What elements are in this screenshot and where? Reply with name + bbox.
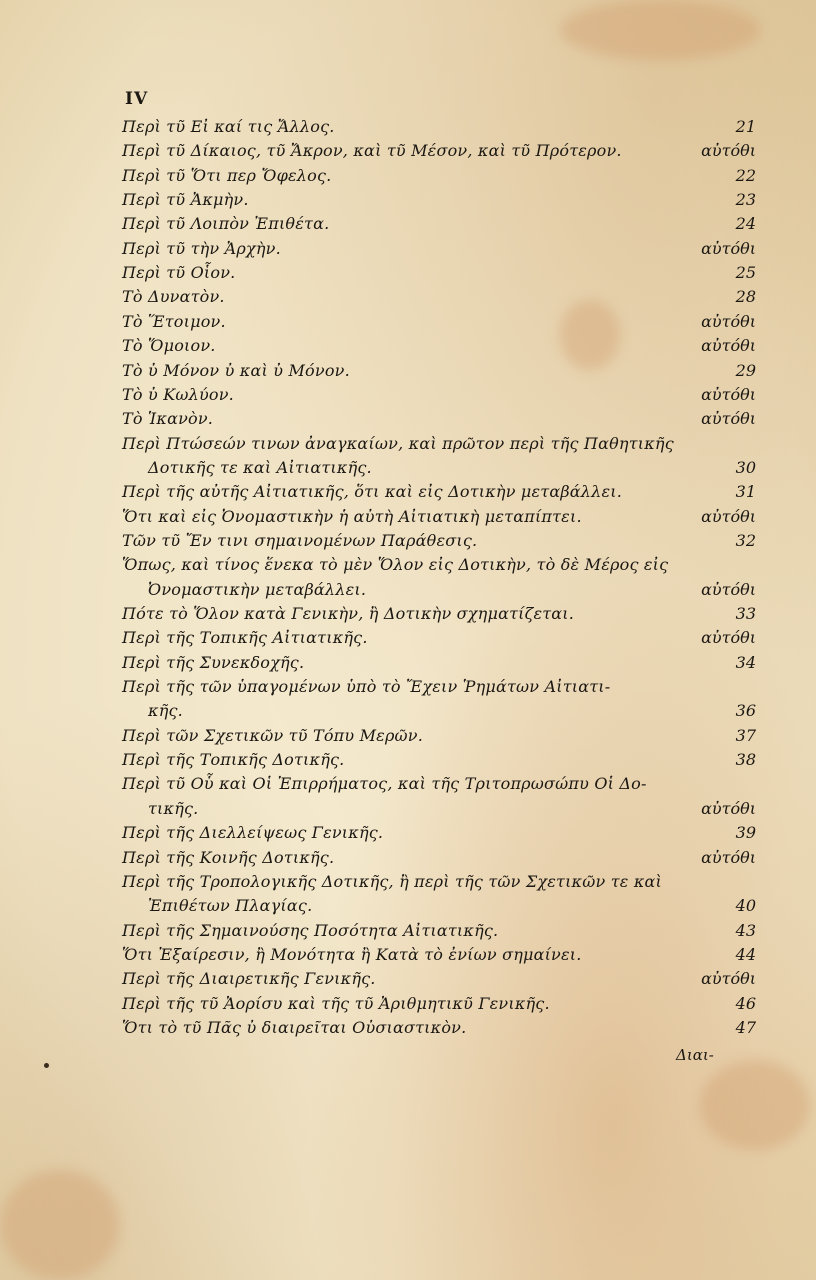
toc-entry-page: 31 xyxy=(735,482,756,502)
toc-entry-title: Πότε τὸ Ὅλον κατὰ Γενικὴν, ἢ Δοτικὴν σχηματίζεται. xyxy=(122,604,575,623)
toc-entry-page: αὐτόθι xyxy=(701,798,756,818)
toc-entry xyxy=(0,993,816,1015)
toc-entry xyxy=(0,725,816,747)
toc-entry-title: Ὅτι Ἐξαίρεσιν, ἢ Μονότητα ἢ Κατὰ τὸ ἐνίων σημαίνει. xyxy=(122,944,582,964)
toc-entry xyxy=(0,652,816,674)
toc-entry-title: Περὶ τῦ Εἰ καί τις Ἄλλος. xyxy=(122,117,335,136)
toc-entry-title: Τὸ Ὅμοιον. xyxy=(122,336,216,356)
toc-entry xyxy=(0,773,816,795)
ink-spot xyxy=(44,1063,49,1068)
toc-entry-title: Περὶ τῆς Συνεκδοχῆς. xyxy=(122,652,305,672)
toc-entry-page: 33 xyxy=(735,604,756,623)
toc-entry xyxy=(0,700,816,722)
toc-entry xyxy=(0,384,816,406)
toc-entry-page: 37 xyxy=(735,725,756,745)
toc-entry-title: Περὶ τῆς Τοπικῆς Δοτικῆς. xyxy=(122,750,345,770)
toc-entry xyxy=(0,749,816,771)
toc-entry-title: Περὶ τῦ Ἀκμὴν. xyxy=(122,190,249,210)
toc-entry-title: κῆς. xyxy=(148,701,183,721)
toc-entry-title: Περὶ τῆς Σημαινούσης Ποσότητα Αἰτιατικῆς. xyxy=(122,920,499,940)
toc-entry-title: Τὸ Ἕτοιμον. xyxy=(122,311,226,331)
toc-entry-page: αὐτόθι xyxy=(701,238,756,258)
toc-entry xyxy=(0,895,816,917)
toc-entry xyxy=(0,311,816,333)
toc-entry-page: 34 xyxy=(735,652,756,672)
toc-entry xyxy=(0,506,816,528)
toc-entry xyxy=(0,213,816,235)
toc-entry-title: Περὶ τῆς τῦ Ἀορίσυ καὶ τῆς τῦ Ἀριθμητικῦ Γενικῆς. xyxy=(122,993,550,1013)
toc-entry-page: αὐτόθι xyxy=(701,579,756,599)
toc-entry-page: αὐτόθι xyxy=(701,336,756,356)
toc-entry-title: Περὶ τῆς αὐτῆς Αἰτιατικῆς, ὅτι καὶ εἰς Δοτικὴν μεταβάλλει. xyxy=(122,482,623,502)
toc-entry-page: 28 xyxy=(735,287,756,307)
toc-entry xyxy=(0,847,816,869)
toc-entry-title: Ὅπως, καὶ τίνος ἕνεκα τὸ μὲν Ὅλον εἰς Δοτικὴν, τὸ δὲ Μέρος εἰς xyxy=(122,555,669,575)
toc-entry xyxy=(0,944,816,966)
toc-entry-title: Ὅτι τὸ τῦ Πᾶς ὐ διαιρεῖται Οὐσιαστικὸν. xyxy=(122,1017,467,1037)
toc-entry-title: τικῆς. xyxy=(148,798,199,818)
toc-entry-title: Δοτικῆς τε καὶ Αἰτιατικῆς. xyxy=(148,457,372,477)
toc-entry-title: Περὶ τῆς Τοπικῆς Αἰτιατικῆς. xyxy=(122,628,368,648)
toc-entry xyxy=(0,433,816,455)
toc-entry-title: Περὶ τῦ Οἷον. xyxy=(122,263,236,283)
toc-entry xyxy=(0,920,816,942)
toc-entry-title: Τὸ Δυνατὸν. xyxy=(122,287,225,307)
toc-entry xyxy=(0,822,816,844)
toc-entry-title: Τῶν τῦ Ἔν τινι σημαινομένων Παράθεσις. xyxy=(122,530,478,550)
toc-entry xyxy=(0,408,816,430)
toc-entry-page: αὐτόθι xyxy=(701,141,756,161)
toc-entry-page: 38 xyxy=(735,750,756,770)
toc-entry-page: 22 xyxy=(735,165,756,185)
toc-entry-page: αὐτόθι xyxy=(701,628,756,648)
toc-entry-page: 44 xyxy=(735,944,756,964)
toc-entry xyxy=(0,238,816,260)
toc-entry xyxy=(0,286,816,308)
toc-entry-page: αὐτόθι xyxy=(701,384,756,404)
toc-entry-page: 21 xyxy=(735,117,756,136)
toc-entry xyxy=(0,140,816,162)
toc-entry xyxy=(0,189,816,211)
toc-entry xyxy=(0,554,816,576)
toc-entry xyxy=(0,165,816,187)
toc-entry-title: Τὸ ὐ Μόνον ὐ καὶ ὐ Μόνον. xyxy=(122,360,350,380)
toc-entry xyxy=(0,116,816,138)
toc-entry-page: 36 xyxy=(735,701,756,721)
toc-entry-title: Περὶ τῆς Τροπολογικῆς Δοτικῆς, ἢ περὶ τῆς τῶν Σχετικῶν τε καὶ xyxy=(122,871,663,891)
paper-stain xyxy=(700,1060,810,1150)
toc-entry-title: Περὶ τῦ Οὗ καὶ Οἱ Ἐπιρρήματος, καὶ τῆς Τριτοπρωσώπυ Οἱ Δο- xyxy=(122,774,647,794)
toc-entry-page: 25 xyxy=(735,263,756,283)
toc-entry xyxy=(0,579,816,601)
toc-entry-page: 43 xyxy=(735,920,756,940)
toc-entry xyxy=(0,968,816,990)
toc-entry xyxy=(0,335,816,357)
paper-stain xyxy=(560,0,760,60)
toc-entry xyxy=(0,360,816,382)
toc-entry-title: Ὀνομαστικὴν μεταβάλλει. xyxy=(148,579,367,599)
toc-entry-title: Τὸ ὐ Κωλύον. xyxy=(122,384,234,404)
toc-entry-page: 24 xyxy=(735,214,756,234)
toc-entry xyxy=(0,627,816,649)
toc-entry-page: 30 xyxy=(735,457,756,477)
toc-entry-title: Περὶ Πτώσεών τινων ἀναγκαίων, καὶ πρῶτον περὶ τῆς Παθητικῆς xyxy=(122,433,674,453)
toc-entry-title: Ἐπιθέτων Πλαγίας. xyxy=(148,896,313,916)
paper-stain xyxy=(0,1170,120,1280)
toc-entry-title: Περὶ τῶν Σχετικῶν τῦ Τόπυ Μερῶν. xyxy=(122,725,424,745)
toc-entry-page: αὐτόθι xyxy=(701,311,756,331)
toc-entry-title: Περὶ τῦ Δίκαιος, τῦ Ἄκρον, καὶ τῦ Μέσον, καὶ τῦ Πρότερον. xyxy=(122,141,622,161)
toc-entry-title: Περὶ τῆς Διελλείψεως Γενικῆς. xyxy=(122,823,384,843)
toc-entry-page: αὐτόθι xyxy=(701,969,756,989)
toc-entry-page: 47 xyxy=(735,1017,756,1037)
toc-entry xyxy=(0,481,816,503)
toc-entry xyxy=(0,603,816,625)
toc-entry xyxy=(0,798,816,820)
toc-entry-title: Περὶ τῦ Ὅτι περ Ὄφελος. xyxy=(122,165,332,185)
toc-entry-page: αὐτόθι xyxy=(701,409,756,429)
toc-entry-page: 29 xyxy=(735,360,756,380)
toc-entry-page: 40 xyxy=(735,896,756,916)
toc-entry-page: αὐτόθι xyxy=(701,506,756,526)
toc-entry-page: 46 xyxy=(735,993,756,1013)
toc-entry xyxy=(0,262,816,284)
toc-entry xyxy=(0,676,816,698)
toc-entry-title: Περὶ τῆς Κοινῆς Δοτικῆς. xyxy=(122,847,335,867)
toc-entry-title: Περὶ τῆς τῶν ὑπαγομένων ὑπὸ τὸ Ἔχειν Ῥημάτων Αἰτιατι- xyxy=(122,677,611,697)
toc-entry xyxy=(0,1017,816,1039)
toc-entry-title: Περὶ τῦ τὴν Ἀρχὴν. xyxy=(122,238,281,258)
toc-entry xyxy=(0,530,816,552)
page-number: IV xyxy=(125,89,149,109)
toc-entry xyxy=(0,871,816,893)
toc-entry-page: 32 xyxy=(735,530,756,550)
toc-entry-page: 23 xyxy=(735,190,756,210)
toc-entry xyxy=(0,457,816,479)
toc-entry-title: Τὸ Ἱκανὸν. xyxy=(122,409,214,429)
toc-entry-page: αὐτόθι xyxy=(701,847,756,867)
catchword: Διαι- xyxy=(676,1046,714,1064)
toc-entry-title: Περὶ τῆς Διαιρετικῆς Γενικῆς. xyxy=(122,969,376,989)
toc-entry-title: Περὶ τῦ Λοιπὸν Ἐπιθέτα. xyxy=(122,214,330,234)
toc-entry-page: 39 xyxy=(735,823,756,843)
toc-entry-title: Ὅτι καὶ εἰς Ὀνομαστικὴν ἡ αὐτὴ Αἰτιατικὴ μεταπίπτει. xyxy=(122,506,582,526)
